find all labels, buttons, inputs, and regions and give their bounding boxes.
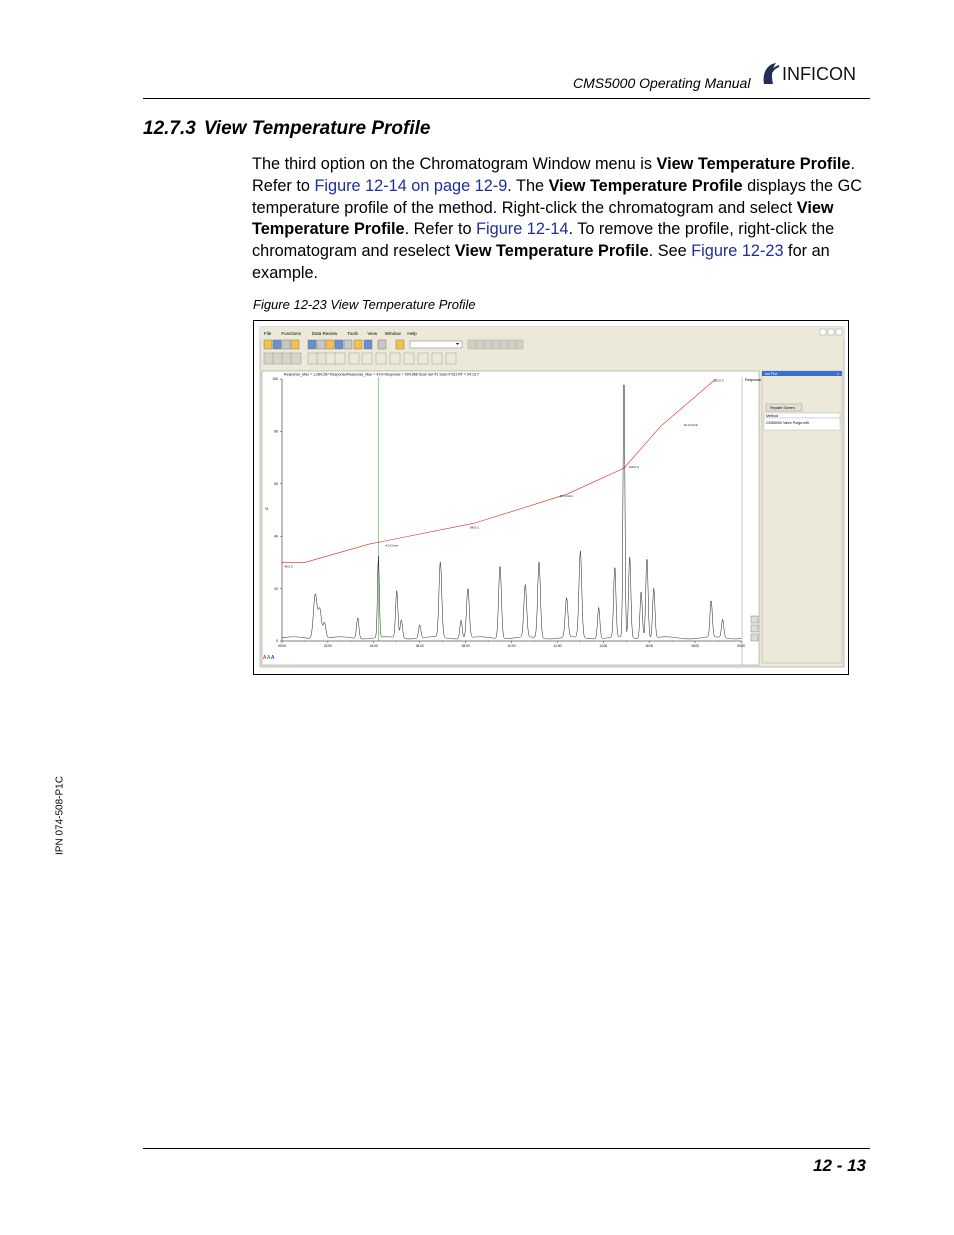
- x-tick-label: 20:00: [737, 644, 745, 648]
- menu-item-data-review[interactable]: Data Review: [311, 331, 338, 336]
- toolbar-button-icon[interactable]: [335, 340, 343, 349]
- ipn-code: IPN 074-508-P1C: [54, 776, 66, 855]
- y-tick-label: 80: [274, 429, 278, 434]
- navigation-button-icon[interactable]: [291, 353, 301, 364]
- bold-term: View Temperature Profile: [656, 155, 851, 173]
- toolbar-button-icon[interactable]: [344, 340, 352, 349]
- toolbar-button-icon[interactable]: [291, 340, 299, 349]
- profile-label: 250.0 C: [713, 378, 724, 383]
- toolbar-button-icon[interactable]: [364, 340, 372, 349]
- figure-caption: Figure 12-23 View Temperature Profile: [253, 297, 476, 312]
- profile-label: 10.0 C/min: [683, 423, 699, 428]
- bold-term: View Temperature Profile: [252, 198, 834, 239]
- text-run: displays the GC temperature profile of the method. Right-click the chromatogram and select: [252, 176, 862, 217]
- x-tick-label: 18:00: [691, 644, 700, 648]
- text-run: . To remove the profile, right-click the chromatogram and reselect: [252, 220, 835, 261]
- y-tick-label: 40: [274, 534, 278, 539]
- x-tick-label: 14:00: [599, 644, 608, 648]
- navigation-button-icon[interactable]: [308, 353, 318, 364]
- plot-tool-icon[interactable]: [476, 340, 483, 349]
- plot-tool-icon[interactable]: [492, 340, 499, 349]
- bold-term: View Temperature Profile: [454, 242, 649, 261]
- link-figure-12-23[interactable]: Figure 12-23: [691, 242, 784, 261]
- method-label: Method: [766, 414, 778, 418]
- panel-close-icon[interactable]: ×: [837, 371, 840, 376]
- page-number: 12 - 13: [813, 1156, 866, 1175]
- logo-text: INFICON: [782, 64, 856, 84]
- zoom-in-icon[interactable]: [751, 616, 758, 623]
- y-tick-label: 100: [272, 377, 278, 382]
- toolbar-button-icon[interactable]: [378, 340, 386, 349]
- navigation-button-icon[interactable]: [432, 353, 442, 364]
- navigation-button-icon[interactable]: [273, 353, 283, 364]
- status-line: Response_Max = 1,284,267 Response/Response_Max = 41% Response = 504,968 Scan Set #1 Scan # 611 RT = 04:13.7: [284, 372, 479, 377]
- navigation-button-icon[interactable]: [282, 353, 292, 364]
- text-run: . Refer to: [252, 155, 855, 195]
- toolbar-button-icon[interactable]: [317, 340, 325, 349]
- zoom-out-icon[interactable]: [751, 625, 758, 632]
- plot-tool-icon[interactable]: [500, 340, 507, 349]
- profile-label: 120.0 C: [628, 465, 640, 470]
- text-run: . See: [648, 242, 692, 261]
- menu-item-view[interactable]: View: [367, 331, 378, 336]
- menu-item-window[interactable]: Window: [384, 331, 401, 336]
- y-tick-label: 0: [276, 639, 278, 644]
- navigation-button-icon[interactable]: [335, 353, 345, 364]
- svg-text:A: A: [267, 655, 271, 661]
- response-header: Response: [745, 378, 762, 382]
- svg-text:A: A: [271, 655, 275, 661]
- section-heading: [143, 118, 431, 140]
- navigation-button-icon[interactable]: [264, 353, 274, 364]
- toolbar-button-icon[interactable]: [282, 340, 290, 349]
- window-controls[interactable]: [820, 329, 842, 335]
- x-tick-label: 06:00: [415, 644, 424, 648]
- navigation-button-icon[interactable]: [418, 353, 428, 364]
- navigation-button-icon[interactable]: [349, 353, 359, 364]
- menu-item-tools[interactable]: Tools: [347, 331, 358, 336]
- toolbar-button-icon[interactable]: [308, 340, 316, 349]
- zoom-reset-icon[interactable]: [751, 634, 758, 641]
- svg-text:A: A: [263, 655, 267, 661]
- bottom-left-icons: [263, 655, 275, 661]
- panel-title: Ion Plot: [765, 372, 778, 376]
- profile-label: 88.0 C: [470, 525, 480, 530]
- plot-tool-icon[interactable]: [508, 340, 515, 349]
- inficon-logo: [760, 60, 872, 88]
- link-figure-12-14-page[interactable]: Figure 12-14 on page 12-9: [314, 176, 508, 195]
- navigation-button-icon[interactable]: [376, 353, 386, 364]
- y-axis-label: %: [265, 507, 269, 511]
- navigation-button-icon[interactable]: [326, 353, 336, 364]
- chromatogram-pane[interactable]: [262, 371, 762, 665]
- toolbar-button-icon[interactable]: [354, 340, 362, 349]
- toolbar-button-icon[interactable]: [264, 340, 272, 349]
- x-tick-label: 02:00: [323, 644, 332, 648]
- plot-tool-icon[interactable]: [468, 340, 475, 349]
- text-run: . The: [507, 176, 549, 195]
- x-tick-label: 08:00: [461, 644, 470, 648]
- app-window: [254, 321, 848, 674]
- y-tick-label: 60: [274, 482, 278, 486]
- manual-title: CMS5000 Operating Manual: [573, 75, 751, 91]
- link-figure-12-14[interactable]: Figure 12-14: [476, 220, 569, 239]
- plot-tool-icon[interactable]: [484, 340, 491, 349]
- profile-label: 4.0 C/min: [385, 543, 399, 548]
- menu-item-help[interactable]: Help: [407, 331, 417, 336]
- menu-item-file[interactable]: File: [264, 331, 272, 336]
- text-run: for an example.: [252, 242, 830, 282]
- navigation-button-icon[interactable]: [404, 353, 414, 364]
- navigation-button-icon[interactable]: [446, 353, 456, 364]
- x-tick-label: 12:00: [553, 644, 562, 648]
- x-tick-label: 04:00: [369, 644, 378, 648]
- y-tick-label: 20: [274, 586, 278, 591]
- x-tick-label: 10:00: [507, 644, 516, 648]
- body-paragraph: [252, 154, 874, 285]
- section-title: View Temperature Profile: [203, 118, 431, 139]
- figure-screenshot: [253, 320, 849, 675]
- toolbar-button-icon[interactable]: [326, 340, 334, 349]
- header-rule: [143, 98, 870, 99]
- repaint-button-label: Repaint Screen: [770, 406, 795, 410]
- section-number: 12.7.3: [143, 118, 196, 139]
- bold-term: View Temperature Profile: [548, 176, 743, 195]
- navigation-button-icon[interactable]: [362, 353, 372, 364]
- profile-label: 6.0 C/min: [559, 493, 573, 498]
- plot-tool-icon[interactable]: [516, 340, 523, 349]
- toolbar-button-icon[interactable]: [396, 340, 404, 349]
- menu-item-functions[interactable]: Functions: [281, 331, 301, 336]
- profile-label: 40.0 C: [284, 564, 294, 569]
- zoom-tools[interactable]: [751, 616, 758, 641]
- footer-rule: [143, 1148, 870, 1149]
- navigation-button-icon[interactable]: [317, 353, 327, 364]
- x-tick-label: 00:00: [278, 644, 286, 648]
- text-run: . Refer to: [404, 220, 477, 239]
- navigation-button-icon[interactable]: [390, 353, 400, 364]
- toolbar-dropdown[interactable]: [410, 341, 462, 348]
- text-run: The third option on the Chromatogram Window menu is: [252, 155, 657, 173]
- toolbar-button-icon[interactable]: [273, 340, 281, 349]
- x-tick-label: 16:00: [645, 644, 654, 648]
- method-value: CMS5000 Valve Purge.mth: [766, 421, 810, 425]
